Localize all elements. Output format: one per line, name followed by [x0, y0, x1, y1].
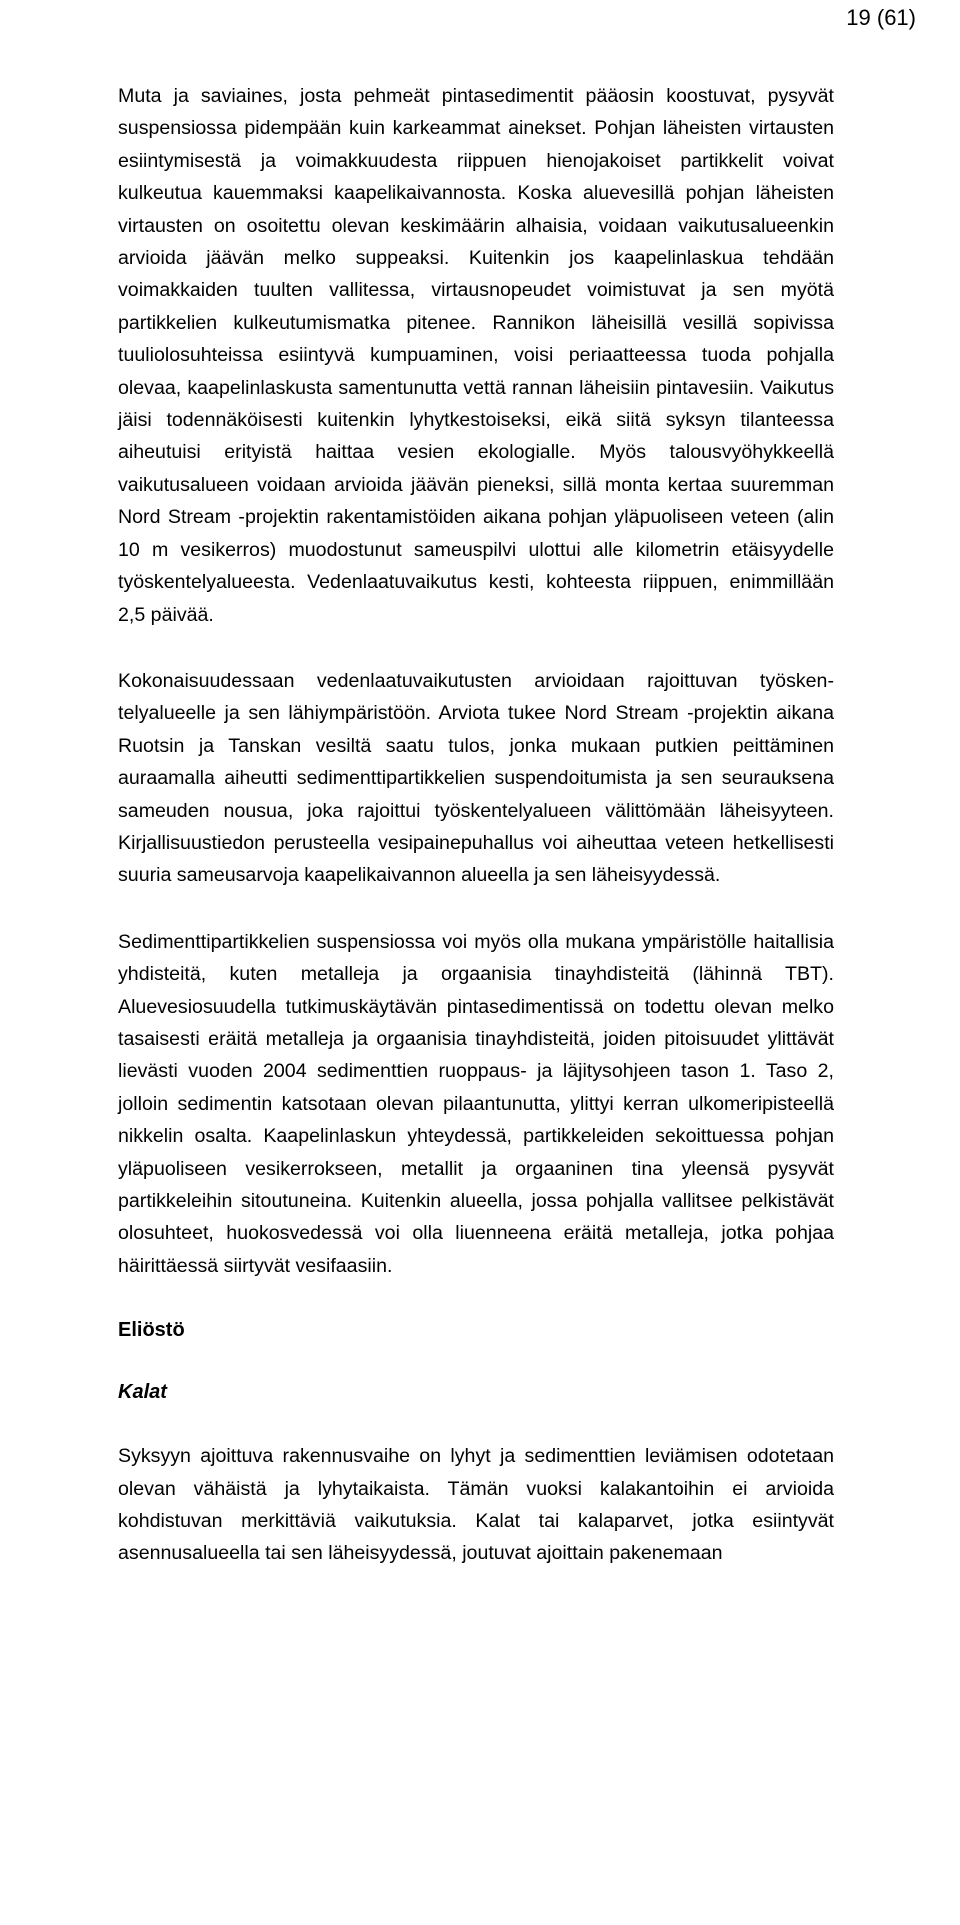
paragraph-water-quality-summary: Kokonaisuudessaan vedenlaatuvaikutusten arvioidaan rajoittuvan työskentelyalueelle ja sen lähiympäristöön. Arviota tukee Nord Stream -projektin aikana Ruotsin ja Tanskan vesiltä saatu tulos, jonka mukaan putkien peittäminen auraamalla aiheutti sedimenttipartikkelien suspendoitumista ja sen seurauksena sameuden nousua, joka rajoittui työskentelyalueen välittömään läheisyyteen. Kirjallisuustiedon perusteella vesipainepuhallus voi aiheuttaa veteen hetkellisesti suuria sameusarvoja kaapelikaivannon alueella ja sen läheisyydessä. — [118, 669, 834, 887]
page-number: 19 (61) — [846, 5, 916, 30]
section-heading: Eliöstö — [118, 1319, 185, 1342]
paragraph-sediment-transport: Muta ja saviaines, josta pehmeät pintasedimentit pääosin koostuvat, pysyvät suspensiossa pidempään kuin karkeammat ainekset. Pohjan läheisten virtausten esiintymisestä ja voimakkuudesta riippuen hienojakoiset partikkelit voivat kulkeutua kauemmaksi kaapelikaivannosta. Koska aluevesillä pohjan läheisten virtausten on osoitettu olevan keskimäärin alhaisia, voidaan vaikutusalueenkin arvioida jäävän melko suppeaksi. Kuitenkin jos kaapelinlaskua tehdään voimakkaiden tuulten vallitessa, virtausnopeudet voimistuvat ja sen myötä partikkelien kulkeutumismatka pitenee. Rannikon läheisillä vesillä sopivissa tuuliolosuhteissa esiintyvä kumpuaminen, voisi periaatteessa tuoda pohjalla olevaa, kaapelinlaskusta samentunutta vettä rannan läheisiin pintavesiin. Vaikutus jäisi todennäköisesti kuitenkin lyhytkestoiseksi, eikä siitä syksyn tilanteessa aiheutuisi erityistä haittaa vesien ekologialle. Myös talousvyöhykkeellä vaikutusalueen voidaan arvioida jäävän pieneksi, sillä monta kertaa suuremman Nord Stream -projektin rakentamistöiden aikana pohjan yläpuoliseen veteen (alin 10 m vesikerros) muodostunut sameuspilvi ulottui alle kilometrin etäisyydelle työskentelyalueesta. Vedenlaatuvaikutus kesti, kohteesta riippuen, enimmillään 2,5 päivää. — [118, 85, 834, 626]
paragraph-fish: Syksyyn ajoittuva rakennusvaihe on lyhyt ja sedimenttien leviämisen odotetaan olevan vähäistä ja lyhytaikaista. Tämän vuoksi kalakantoihin ei arvioida kohdistuvan merkittäviä vaikutuksia. Kalat tai kalaparvet, jotka esiintyvät asennusalueella tai sen läheisyydessä, joutuvat ajoittain pakenemaan — [118, 1445, 834, 1565]
section-subheading: Kalat — [118, 1381, 167, 1404]
body-text — [118, 80, 834, 1570]
paragraph-harmful-compounds: Sedimenttipartikkelien suspensiossa voi myös olla mukana ympäristölle haitallisia yhdisteitä, kuten metalleja ja orgaanisia tinayhdisteitä (lähinnä TBT). Aluevesiosuudella tutkimuskäytävän pintasedimentissä on todettu olevan melko tasaisesti eräitä metalleja ja orgaanisia tinayhdisteitä, joiden pitoisuudet ylittävät lievästi vuoden 2004 sedimenttien ruoppaus- ja läjitysohjeen tason 1. Taso 2, jolloin sedimentin katsotaan olevan pilaantunutta, ylittyi kerran ulkomeripisteellä nikkelin osalta. Kaapelinlaskun yhteydessä, partikkeleiden sekoittuessa pohjan yläpuoliseen vesikerrokseen, metallit ja orgaaninen tina yleensä pysyvät partikkeleihin sitoutuneina. Kuitenkin alueella, jossa pohjalla vallitsee pelkistävät olosuhteet, huokosvedessä voi olla liuenneena eräitä metalleja, jotka pohjaa häirittäessä siirtyvät vesifaasiin. — [118, 930, 834, 1277]
